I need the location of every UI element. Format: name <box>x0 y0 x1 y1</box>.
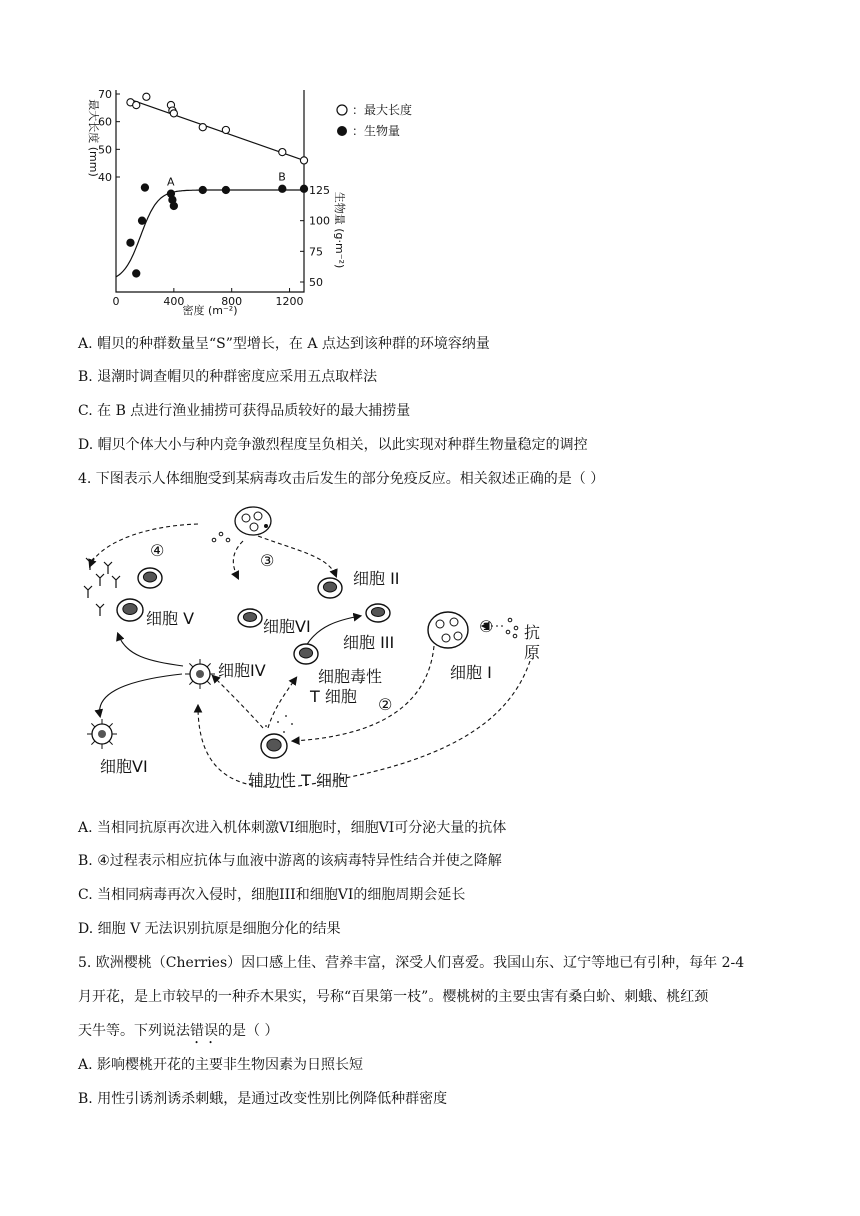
right-y-tick-label: 125 <box>309 184 330 197</box>
cell-v <box>117 599 143 621</box>
length-point <box>300 157 307 164</box>
length-point <box>199 124 206 131</box>
arrow-3b-dashed <box>233 541 243 578</box>
arrow-4-dashed <box>90 524 198 566</box>
x-axis-label: 密度 (m⁻²) <box>182 304 238 317</box>
left-y-tick-label: 40 <box>98 171 112 184</box>
q4-option-c: C. 当相同病毒再次入侵时，细胞III和细胞VI的细胞周期会延长 <box>78 887 466 903</box>
legend-label-biomass: ：生物量 <box>352 124 401 138</box>
legend-open-marker <box>337 105 347 115</box>
antigen-particles <box>506 618 518 638</box>
arrow-iv-to-v <box>118 634 183 666</box>
right-y-tick-label: 75 <box>309 245 323 259</box>
biomass-point <box>170 202 177 209</box>
q5-stem-emphasis: 错误 <box>190 1023 218 1039</box>
q5-stem-line2: 月开花，是上市较早的一种乔木果实，号称“百果第一枝”。樱桃树的主要虫害有桑白蚧、刺蛾、桃红颈 <box>78 989 709 1005</box>
length-point <box>170 110 177 117</box>
q5-stem-post: 的是（ ） <box>218 1023 279 1039</box>
cell-vi-top <box>238 609 262 627</box>
q4-stem: 4. 下图表示人体细胞受到某病毒攻击后发生的部分免疫反应。相关叙述正确的是（ ） <box>78 471 605 487</box>
label-antigen-2: 原 <box>524 643 541 662</box>
label-helper-t: 辅助性 T 细胞 <box>248 771 348 790</box>
label-cell-iii: 细胞 III <box>343 633 395 652</box>
circled-1: ① <box>479 617 494 636</box>
q3-option-a: A. 帽贝的种群数量呈“S”型增长，在 A 点达到该种群的环境容纳量 <box>78 336 490 352</box>
left-y-tick-label: 60 <box>98 115 112 129</box>
immune-diagram <box>78 496 558 796</box>
cell-iii <box>366 604 390 622</box>
label-cell-vi-bottom: 细胞VI <box>100 757 148 776</box>
left-axis-label: 最大长度 (mm) <box>87 99 100 177</box>
length-point <box>222 126 229 133</box>
biomass-point <box>199 186 206 193</box>
circled-4: ④ <box>150 541 165 560</box>
q3-option-b: B. 退潮时调查帽贝的种群密度应采用五点取样法 <box>78 369 378 385</box>
biomass-point <box>300 185 307 192</box>
arrow-helper-ctl <box>268 678 296 728</box>
arrow-helper-iv <box>213 676 263 728</box>
right-axis-label: 生物量 (g·m⁻²) <box>333 191 346 269</box>
right-y-tick-label: 100 <box>309 214 330 228</box>
biomass-point <box>138 217 145 224</box>
q4-option-b: B. ④过程表示相应抗体与血液中游离的该病毒特异性结合并使之降解 <box>78 853 502 869</box>
q4-option-a: A. 当相同抗原再次进入机体刺激VI细胞时，细胞VI可分泌大量的抗体 <box>78 820 507 836</box>
q5-option-b: B. 用性引诱剂诱杀刺蛾，是通过改变性别比例降低种群密度 <box>78 1091 448 1107</box>
q5-stem-line3 <box>78 1021 278 1047</box>
cell-v-upper <box>138 568 162 588</box>
label-cell-v: 细胞 V <box>146 609 195 628</box>
density-chart <box>78 82 438 322</box>
label-cell-vi-top: 细胞VI <box>263 617 311 636</box>
q3-option-c: C. 在 B 点进行渔业捕捞可获得品质较好的最大捕捞量 <box>78 403 411 419</box>
q4-option-d: D. 细胞 V 无法识别抗原是细胞分化的结果 <box>78 921 341 937</box>
length-trend-line <box>130 100 304 161</box>
biomass-point <box>133 270 140 277</box>
helper-t-cell <box>261 734 287 758</box>
length-point <box>279 149 286 156</box>
cell-ii <box>318 578 342 598</box>
length-point <box>133 101 140 108</box>
length-point <box>143 93 150 100</box>
arrow-iv-to-vi <box>100 674 182 716</box>
x-tick-label: 1200 <box>275 295 304 308</box>
x-tick-label: 0 <box>112 295 120 308</box>
chart-legend <box>337 102 412 138</box>
q5-option-a: A. 影响樱桃开花的主要非生物因素为日照长短 <box>78 1057 364 1073</box>
left-y-tick-label: 50 <box>98 143 112 157</box>
label-ctl-1: 细胞毒性 <box>318 667 383 686</box>
q3-option-d: D. 帽贝个体大小与种内竞争激烈程度呈负相关，以此实现对种群生物量稳定的调控 <box>78 437 588 453</box>
q5-stem-pre: 天牛等。下列说法 <box>78 1023 190 1039</box>
biomass-point <box>127 239 134 246</box>
cell-iv <box>185 659 215 689</box>
biomass-point <box>141 184 148 191</box>
biomass-logistic-curve <box>116 190 304 277</box>
circled-2: ② <box>378 695 393 714</box>
x-tick-label: 800 <box>221 295 243 308</box>
label-cell-i: 细胞 I <box>450 663 492 682</box>
label-ctl-2: T 细胞 <box>310 687 357 706</box>
ctl-cell <box>294 644 318 664</box>
helper-secretion-dots <box>265 715 293 733</box>
x-tick-label: 400 <box>163 295 185 308</box>
label-cell-iv: 细胞IV <box>218 661 266 680</box>
cell-vi-bottom <box>87 719 117 749</box>
right-y-tick-label: 50 <box>309 276 323 289</box>
label-cell-ii: 细胞 II <box>353 569 400 588</box>
legend-label-length: ：最大长度 <box>352 103 413 117</box>
biomass-point <box>222 186 229 193</box>
label-antigen-1: 抗 <box>524 623 541 642</box>
annotation-b: B <box>278 170 286 184</box>
circled-3: ③ <box>260 551 275 570</box>
infected-cell-top <box>212 507 271 542</box>
legend-filled-marker <box>337 126 347 136</box>
antibodies <box>84 558 120 616</box>
biomass-point <box>279 185 286 192</box>
annotation-a: A <box>166 175 175 189</box>
q5-stem-line1: 5. 欧洲樱桃（Cherries）因口感上佳、营养丰富，深受人们喜爱。我国山东、辽宁等地已有引种，每年 2-4 <box>78 955 745 971</box>
left-y-tick-label: 70 <box>98 88 112 101</box>
cell-i-infected <box>428 612 468 648</box>
